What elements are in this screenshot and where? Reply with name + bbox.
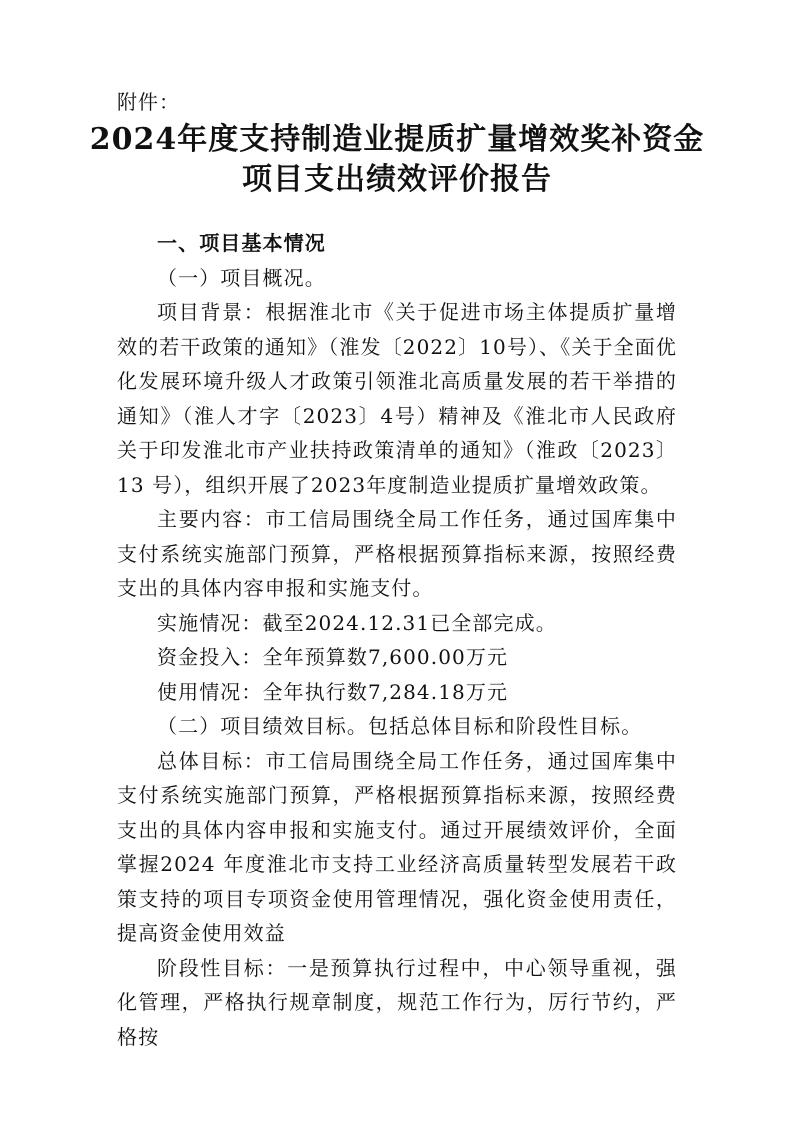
paragraph-usage-status: 使用情况：全年执行数7,284.18万元 <box>157 679 509 704</box>
document-title-line-1: 2024年度支持制造业提质扩量增效奖补资金 <box>89 122 705 157</box>
paragraph-project-background: 项目背景：根据淮北市《关于促进市场主体提质扩量增效的若干政策的通知》（淮发〔2022〕10号）、《关于全面优化发展环境升级人才政策引领淮北高质量发展的若干举措的通知》（淮人才字〔2023〕4号）精神及《淮北市人民政府关于印发淮北市产业扶持政策清单的通知》（淮政〔2023〕13 号），组织开展了2023年度制造业提质扩量增效政策。 <box>117 300 677 497</box>
document-title-line-2: 项目支出绩效评价报告 <box>242 162 552 197</box>
paragraph-stage-goal: 阶段性目标：一是预算执行过程中，中心领导重视，强化管理，严格执行规章制度，规范工作行为，厉行节约，严格按 <box>117 955 677 1049</box>
paragraph-implementation-status: 实施情况：截至2024.12.31已全部完成。 <box>157 610 557 635</box>
attachment-label: 附件： <box>117 90 180 114</box>
document-body <box>117 226 677 1054</box>
paragraph-overall-goal: 总体目标：市工信局围绕全局工作任务，通过国库集中支付系统实施部门预算，严格根据预算指标来源，按照经费支出的具体内容申报和实施支付。通过开展绩效评价，全面掌握2024 年度淮北市支持工业经济高质量转型发展若干政策支持的项目专项资金使用管理情况，强化资金使用责任，提高资金使用效益 <box>117 748 677 945</box>
subsection-heading-overview: （一）项目概况。 <box>157 265 326 290</box>
paragraph-funding-input: 资金投入：全年预算数7,600.00万元 <box>157 645 509 669</box>
paragraph-main-content: 主要内容：市工信局围绕全局工作任务，通过国库集中支付系统实施部门预算，严格根据预算指标来源，按照经费支出的具体内容申报和实施支付。 <box>117 507 677 600</box>
section-heading-basic-info: 一、项目基本情况 <box>157 231 326 255</box>
subsection-heading-performance-goals: （二）项目绩效目标。包括总体目标和阶段性目标。 <box>157 714 643 738</box>
